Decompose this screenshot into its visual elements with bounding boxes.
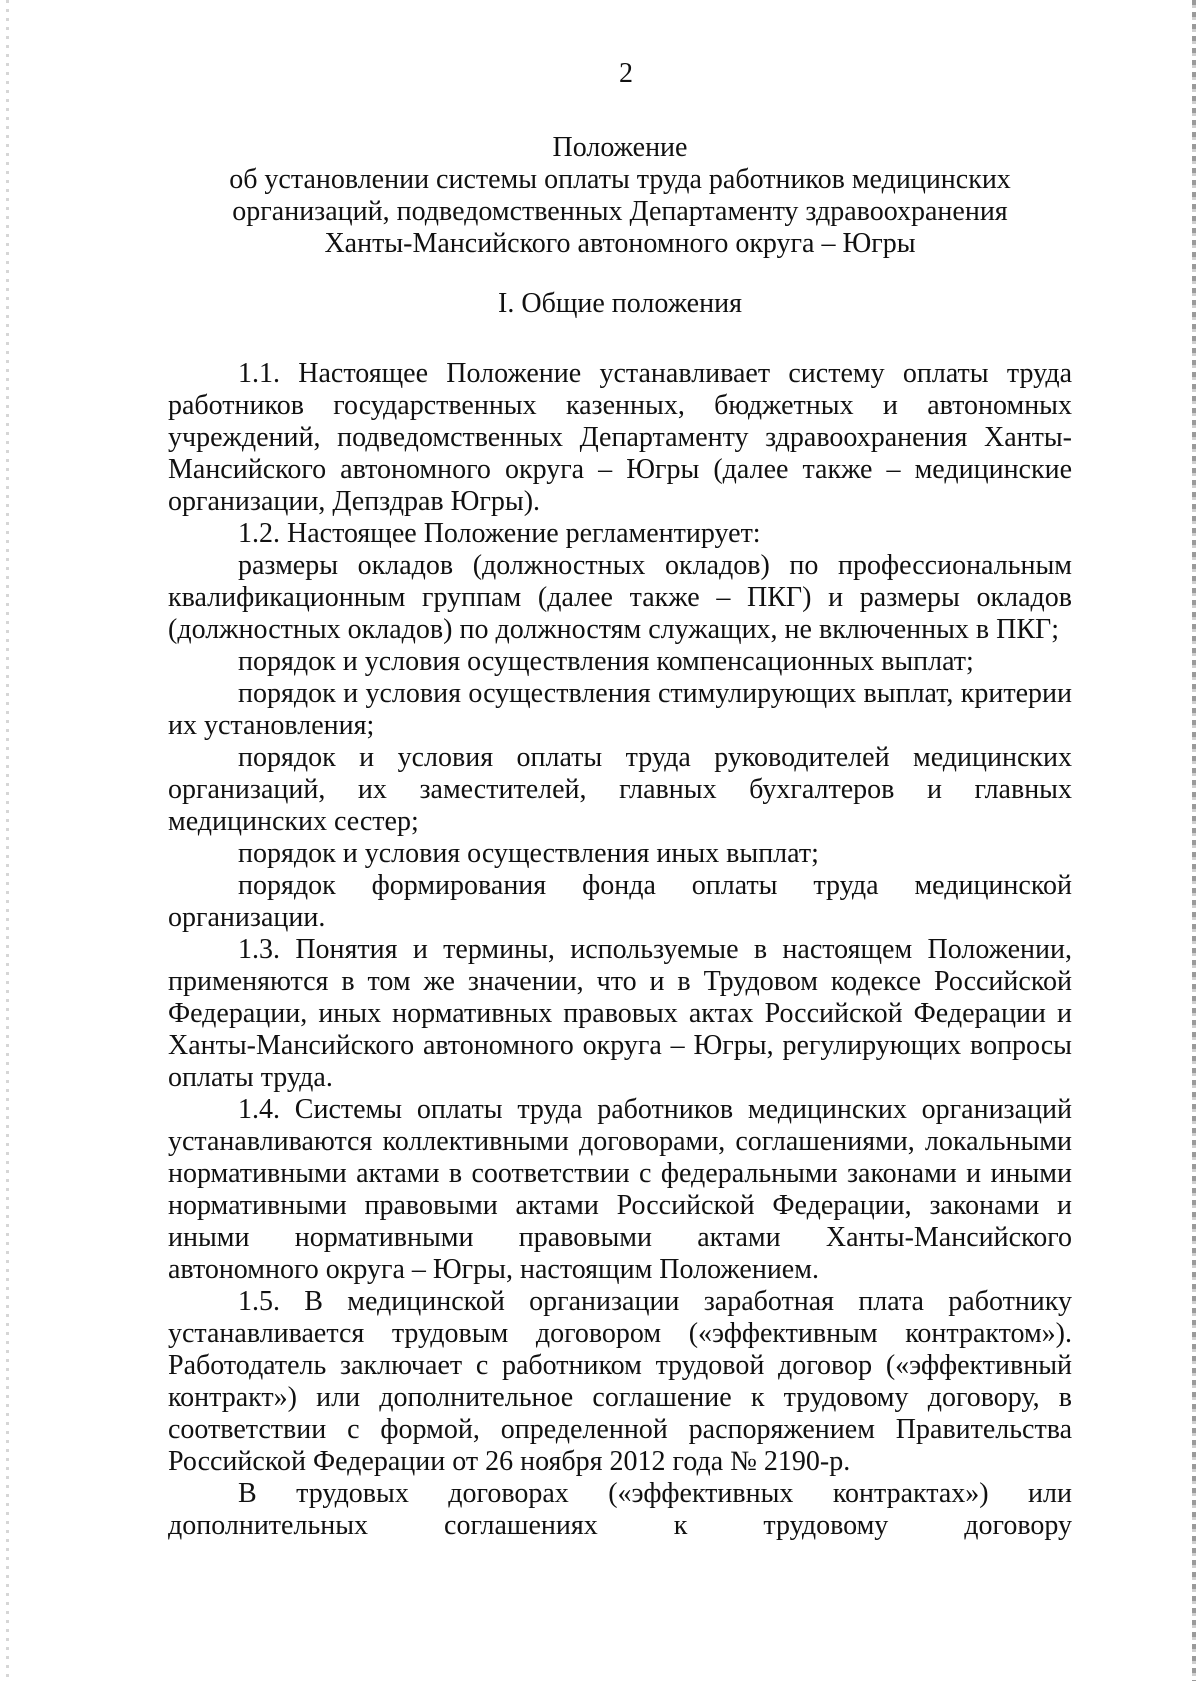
paragraph-1-3: 1.3. Понятия и термины, используемые в настоящем Положении, применяются в том же значении, что и в Трудовом кодексе Российской Федерации, иных нормативных правовых актах Российской Федерации и Ханты-Мансийского автономного округа – Югры, регулирующих вопросы оплаты труда. — [168, 934, 1072, 1093]
page-number: 2 — [619, 58, 633, 89]
paragraph-contracts: В трудовых договорах («эффективных контрактах») или дополнительных соглашениях к трудовому договору — [168, 1478, 1072, 1541]
paragraph-1-5: 1.5. В медицинской организации заработная плата работнику устанавливается трудовым договором («эффективным контрактом»). Работодатель заключает с работником трудовой договор («эффективный контракт») или дополнительное соглашение к трудовому договору, в соответствии с формой, определенной распоряжением Правительства Российской Федерации от 26 ноября 2012 года № 2190-р. — [168, 1286, 1072, 1477]
paragraph-1-1: 1.1. Настоящее Положение устанавливает систему оплаты труда работников государственных казенных, бюджетных и автономных учреждений, подведомственных Департаменту здравоохранения Ханты-Мансийского автономного округа – Югры (далее также – медицинские организации, Депздрав Югры). — [168, 358, 1072, 517]
title-line-3: организаций, подведомственных Департаменту здравоохранения — [232, 196, 1008, 227]
document-title — [168, 132, 1072, 260]
paragraph-list-other: порядок и условия осуществления иных выплат; — [238, 838, 819, 869]
title-line-2: об установлении системы оплаты труда работников медицинских — [229, 164, 1011, 195]
paragraph-list-incentive: порядок и условия осуществления стимулирующих выплат, критерии их установления; — [168, 678, 1072, 741]
scan-edge-left — [6, 0, 9, 1681]
paragraph-list-compensation: порядок и условия осуществления компенсационных выплат; — [238, 646, 974, 677]
document-page — [168, 58, 1072, 1542]
body-text — [168, 358, 1072, 1542]
scan-edge-right — [1192, 0, 1196, 1681]
paragraph-1-2: 1.2. Настоящее Положение регламентирует: — [238, 518, 761, 549]
paragraph-1-4: 1.4. Системы оплаты труда работников медицинских организаций устанавливаются коллективными договорами, соглашениями, локальными нормативными актами в соответствии с федеральными законами и иными нормативными правовыми актами Российской Федерации, законами и иными нормативными правовыми актами Ханты-Мансийского автономного округа – Югры, настоящим Положением. — [168, 1094, 1072, 1285]
paragraph-list-fund: порядок формирования фонда оплаты труда медицинской организации. — [168, 870, 1072, 933]
title-line-1: Положение — [552, 132, 688, 163]
title-line-4: Ханты-Мансийского автономного округа – Югры — [324, 228, 916, 259]
paragraph-list-managers: порядок и условия оплаты труда руководителей медицинских организаций, их заместителей, главных бухгалтеров и главных медицинских сестер; — [168, 742, 1072, 837]
paragraph-list-salaries: размеры окладов (должностных окладов) по профессиональным квалификационным группам (далее также – ПКГ) и размеры окладов (должностных окладов) по должностям служащих, не включенных в ПКГ; — [168, 550, 1072, 645]
section-heading: I. Общие положения — [498, 288, 742, 319]
